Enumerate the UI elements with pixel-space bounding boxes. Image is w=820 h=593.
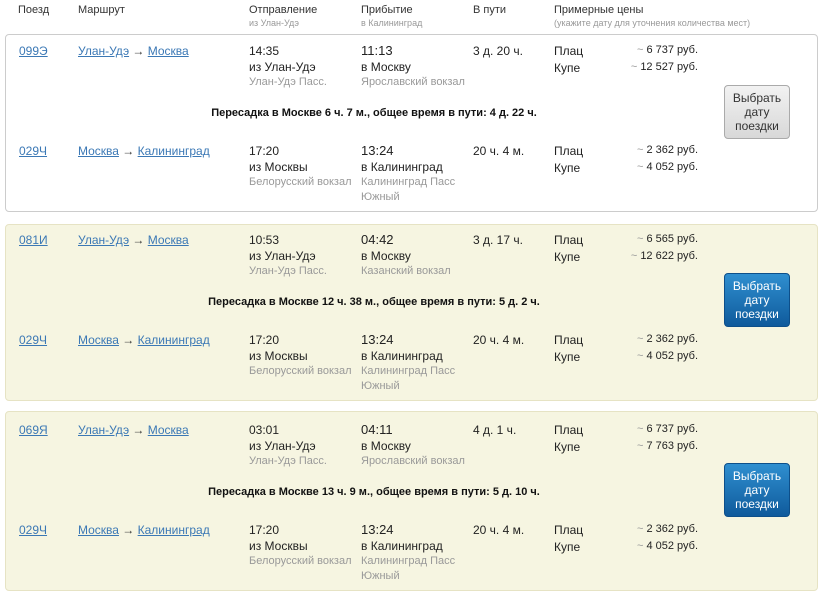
departure-city: из Улан-Удэ [249,60,316,74]
route-from-link[interactable]: Москва [78,333,119,347]
departure-station: Улан-Удэ Пасс. [249,265,327,277]
train-number-link[interactable]: 029Ч [19,523,48,537]
departure-station: Улан-Удэ Пасс. [249,76,327,88]
header-arrival-sub: в Калининград [361,18,423,28]
arrival-station-line2: Южный [361,570,400,582]
arrival-station-line2: Южный [361,380,400,392]
departure-time: 03:01 [249,423,280,437]
tilde-mark: ~ [636,161,647,173]
price-amount: 7 763 руб. [646,440,698,452]
departure-city: из Москвы [249,539,308,553]
arrival-station-line2: Южный [361,191,400,203]
price-class-label: Плац [554,144,584,158]
train-number-link[interactable]: 029Ч [19,144,48,158]
arrival-city: в Калининград [361,349,443,363]
arrival-time: 04:11 [361,422,393,437]
price-value [588,250,698,262]
tilde-mark: ~ [636,233,647,245]
train-number-link[interactable]: 099Э [19,44,48,58]
travel-duration: 4 д. 1 ч. [473,423,517,437]
price-amount: 6 737 руб. [646,423,698,435]
price-value [588,423,698,435]
tilde-mark: ~ [636,423,647,435]
price-class-label: Плац [554,523,584,537]
route-from-link[interactable]: Улан-Удэ [78,233,130,247]
header-prices-sub: (укажите дату для уточнения количества мест) [554,18,751,28]
route-arrow: → [129,44,148,58]
travel-duration: 20 ч. 4 м. [473,144,525,158]
price-value [588,161,698,173]
route-label [78,423,189,437]
price-value [588,540,698,552]
departure-time: 17:20 [249,144,280,158]
tilde-mark: ~ [636,333,647,345]
price-amount: 4 052 руб. [646,161,698,173]
price-amount: 6 565 руб. [646,233,698,245]
route-arrow: → [129,233,148,247]
route-label [78,44,189,58]
price-amount: 4 052 руб. [646,350,698,362]
travel-duration: 20 ч. 4 м. [473,523,525,537]
route-from-link[interactable]: Москва [78,144,119,158]
route-label [78,333,210,347]
price-class-label: Купе [554,61,581,75]
departure-time: 14:35 [249,44,280,58]
price-value [588,44,698,56]
route-label [78,233,189,247]
departure-city: из Москвы [249,160,308,174]
route-option-card [5,34,818,212]
price-class-label: Плац [554,233,584,247]
arrival-station: Калининград Пасс [361,176,456,188]
header-departure: Отправление [249,4,318,16]
route-to-link[interactable]: Калининград [137,523,210,537]
price-amount: 12 622 руб. [640,250,698,262]
train-number-link[interactable]: 069Я [19,423,48,437]
price-value [588,233,698,245]
departure-city: из Москвы [249,349,308,363]
route-arrow: → [118,144,138,158]
route-arrow: → [118,333,138,347]
price-amount: 4 052 руб. [646,540,698,552]
select-date-button[interactable]: Выбрать дату поездки [724,273,790,327]
route-from-link[interactable]: Москва [78,523,119,537]
price-class-label: Купе [554,350,581,364]
price-class-label: Плац [554,423,584,437]
arrival-station: Ярославский вокзал [361,455,465,467]
arrival-time: 04:42 [361,232,394,247]
route-from-link[interactable]: Улан-Удэ [78,423,130,437]
select-date-button[interactable]: Выбрать дату поездки [724,463,790,517]
header-arrival: Прибытие [361,4,413,16]
header-travel-time: В пути [473,4,507,16]
arrival-time: 13:24 [361,332,394,347]
tilde-mark: ~ [636,523,647,535]
price-class-label: Купе [554,440,581,454]
arrival-time: 13:24 [361,143,394,158]
arrival-city: в Москву [361,439,411,453]
travel-duration: 3 д. 20 ч. [473,44,523,58]
departure-time: 10:53 [249,233,280,247]
price-value [588,350,698,362]
tilde-mark: ~ [636,350,647,362]
price-value [588,144,698,156]
arrival-time: 13:24 [361,522,394,537]
route-arrow: → [118,523,138,537]
price-class-label: Купе [554,161,581,175]
transfer-summary: Пересадка в Москве 12 ч. 38 м., общее время в пути: 5 д. 2 ч. [208,296,540,308]
route-arrow: → [129,423,148,437]
route-to-link[interactable]: Москва [147,233,189,247]
tilde-mark: ~ [636,44,647,56]
route-to-link[interactable]: Москва [147,423,189,437]
price-class-label: Купе [554,540,581,554]
header-departure-sub: из Улан-Удэ [249,18,299,28]
route-from-link[interactable]: Улан-Удэ [78,44,130,58]
price-amount: 6 737 руб. [646,44,698,56]
arrival-time: 11:13 [361,43,393,58]
route-to-link[interactable]: Калининград [137,333,210,347]
route-label [78,144,210,158]
price-amount: 2 362 руб. [646,523,698,535]
price-class-label: Купе [554,250,581,264]
select-date-button[interactable]: Выбрать дату поездки [724,85,790,139]
transfer-summary: Пересадка в Москве 13 ч. 9 м., общее время в пути: 5 д. 10 ч. [208,486,540,498]
tilde-mark: ~ [630,250,641,262]
route-label [78,523,210,537]
arrival-station: Калининград Пасс [361,555,456,567]
tilde-mark: ~ [636,440,647,452]
route-option-card [5,411,818,591]
price-amount: 2 362 руб. [646,333,698,345]
price-value [588,61,698,73]
tilde-mark: ~ [636,144,647,156]
travel-duration: 3 д. 17 ч. [473,233,523,247]
transfer-summary: Пересадка в Москве 6 ч. 7 м., общее время в пути: 4 д. 22 ч. [211,107,537,119]
table-header [0,0,820,36]
price-amount: 2 362 руб. [646,144,698,156]
price-value [588,523,698,535]
price-value [588,440,698,452]
departure-city: из Улан-Удэ [249,249,316,263]
departure-station: Белорусский вокзал [249,555,352,567]
price-amount: 12 527 руб. [640,61,698,73]
departure-station: Улан-Удэ Пасс. [249,455,327,467]
arrival-city: в Калининград [361,160,443,174]
tilde-mark: ~ [636,540,647,552]
route-to-link[interactable]: Москва [147,44,189,58]
header-route: Маршрут [78,4,125,16]
price-class-label: Плац [554,44,584,58]
departure-station: Белорусский вокзал [249,365,352,377]
train-number-link[interactable]: 081И [19,233,48,247]
header-train: Поезд [18,4,50,16]
departure-station: Белорусский вокзал [249,176,352,188]
train-number-link[interactable]: 029Ч [19,333,48,347]
price-value [588,333,698,345]
arrival-station: Казанский вокзал [361,265,451,277]
tilde-mark: ~ [630,61,641,73]
price-class-label: Плац [554,333,584,347]
arrival-city: в Москву [361,249,411,263]
route-to-link[interactable]: Калининград [137,144,210,158]
route-option-card [5,224,818,401]
header-prices: Примерные цены [554,4,644,16]
departure-city: из Улан-Удэ [249,439,316,453]
travel-duration: 20 ч. 4 м. [473,333,525,347]
departure-time: 17:20 [249,523,280,537]
arrival-city: в Москву [361,60,411,74]
arrival-station: Ярославский вокзал [361,76,465,88]
departure-time: 17:20 [249,333,280,347]
arrival-station: Калининград Пасс [361,365,456,377]
arrival-city: в Калининград [361,539,443,553]
